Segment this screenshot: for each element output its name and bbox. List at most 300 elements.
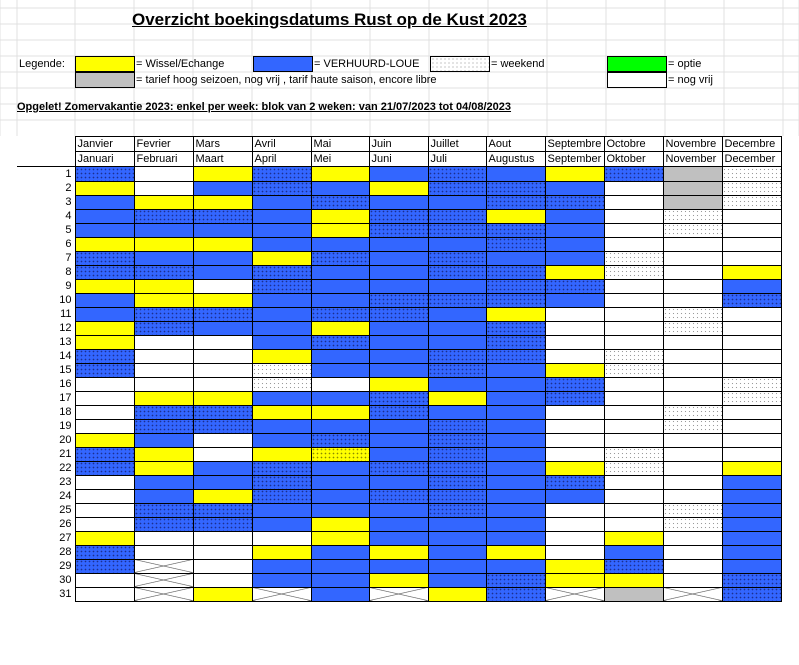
- day-cell[interactable]: [193, 335, 252, 349]
- day-cell[interactable]: [75, 251, 134, 265]
- day-cell[interactable]: [75, 237, 134, 251]
- day-cell[interactable]: [311, 251, 369, 265]
- day-cell[interactable]: [369, 475, 428, 489]
- day-cell[interactable]: [369, 279, 428, 293]
- day-cell[interactable]: [75, 461, 134, 475]
- day-cell[interactable]: [252, 461, 311, 475]
- day-cell[interactable]: [545, 391, 604, 405]
- day-cell[interactable]: [722, 391, 781, 405]
- day-cell[interactable]: [663, 489, 722, 503]
- day-cell[interactable]: [722, 447, 781, 461]
- day-cell[interactable]: [193, 559, 252, 573]
- day-cell[interactable]: [193, 377, 252, 391]
- day-cell[interactable]: [545, 587, 604, 601]
- day-cell[interactable]: [545, 335, 604, 349]
- day-cell[interactable]: [604, 167, 663, 182]
- day-cell[interactable]: [134, 223, 193, 237]
- day-cell[interactable]: [369, 307, 428, 321]
- day-cell[interactable]: [134, 363, 193, 377]
- day-cell[interactable]: [75, 293, 134, 307]
- day-cell[interactable]: [722, 587, 781, 601]
- day-cell[interactable]: [369, 335, 428, 349]
- day-cell[interactable]: [252, 265, 311, 279]
- day-cell[interactable]: [369, 545, 428, 559]
- day-cell[interactable]: [722, 321, 781, 335]
- day-cell[interactable]: [486, 209, 545, 223]
- day-cell[interactable]: [428, 349, 486, 363]
- day-cell[interactable]: [663, 363, 722, 377]
- day-cell[interactable]: [311, 181, 369, 195]
- day-cell[interactable]: [428, 195, 486, 209]
- day-cell[interactable]: [75, 195, 134, 209]
- day-cell[interactable]: [486, 391, 545, 405]
- day-cell[interactable]: [486, 419, 545, 433]
- day-cell[interactable]: [486, 461, 545, 475]
- day-cell[interactable]: [134, 251, 193, 265]
- day-cell[interactable]: [311, 237, 369, 251]
- day-cell[interactable]: [75, 545, 134, 559]
- day-cell[interactable]: [722, 223, 781, 237]
- day-cell[interactable]: [311, 209, 369, 223]
- day-cell[interactable]: [193, 293, 252, 307]
- day-cell[interactable]: [604, 587, 663, 601]
- day-cell[interactable]: [369, 391, 428, 405]
- day-cell[interactable]: [193, 321, 252, 335]
- day-cell[interactable]: [369, 559, 428, 573]
- day-cell[interactable]: [134, 503, 193, 517]
- day-cell[interactable]: [428, 489, 486, 503]
- day-cell[interactable]: [486, 251, 545, 265]
- day-cell[interactable]: [134, 293, 193, 307]
- day-cell[interactable]: [663, 223, 722, 237]
- day-cell[interactable]: [134, 419, 193, 433]
- day-cell[interactable]: [193, 195, 252, 209]
- day-cell[interactable]: [311, 293, 369, 307]
- day-cell[interactable]: [428, 419, 486, 433]
- day-cell[interactable]: [75, 433, 134, 447]
- day-cell[interactable]: [134, 377, 193, 391]
- day-cell[interactable]: [604, 517, 663, 531]
- day-cell[interactable]: [134, 517, 193, 531]
- day-cell[interactable]: [663, 461, 722, 475]
- day-cell[interactable]: [75, 307, 134, 321]
- day-cell[interactable]: [369, 377, 428, 391]
- day-cell[interactable]: [545, 531, 604, 545]
- day-cell[interactable]: [663, 349, 722, 363]
- day-cell[interactable]: [545, 517, 604, 531]
- day-cell[interactable]: [75, 447, 134, 461]
- day-cell[interactable]: [193, 391, 252, 405]
- day-cell[interactable]: [722, 307, 781, 321]
- day-cell[interactable]: [369, 167, 428, 182]
- day-cell[interactable]: [722, 349, 781, 363]
- day-cell[interactable]: [604, 475, 663, 489]
- day-cell[interactable]: [545, 223, 604, 237]
- day-cell[interactable]: [545, 559, 604, 573]
- day-cell[interactable]: [311, 489, 369, 503]
- day-cell[interactable]: [486, 167, 545, 182]
- day-cell[interactable]: [604, 461, 663, 475]
- day-cell[interactable]: [75, 391, 134, 405]
- day-cell[interactable]: [604, 335, 663, 349]
- day-cell[interactable]: [604, 237, 663, 251]
- day-cell[interactable]: [663, 307, 722, 321]
- day-cell[interactable]: [134, 209, 193, 223]
- day-cell[interactable]: [722, 405, 781, 419]
- day-cell[interactable]: [193, 405, 252, 419]
- day-cell[interactable]: [604, 433, 663, 447]
- day-cell[interactable]: [252, 167, 311, 182]
- day-cell[interactable]: [604, 531, 663, 545]
- day-cell[interactable]: [663, 419, 722, 433]
- day-cell[interactable]: [722, 503, 781, 517]
- day-cell[interactable]: [663, 335, 722, 349]
- day-cell[interactable]: [486, 433, 545, 447]
- day-cell[interactable]: [663, 391, 722, 405]
- day-cell[interactable]: [252, 545, 311, 559]
- day-cell[interactable]: [545, 279, 604, 293]
- day-cell[interactable]: [311, 405, 369, 419]
- day-cell[interactable]: [252, 391, 311, 405]
- day-cell[interactable]: [486, 587, 545, 601]
- day-cell[interactable]: [193, 363, 252, 377]
- day-cell[interactable]: [486, 279, 545, 293]
- day-cell[interactable]: [604, 503, 663, 517]
- day-cell[interactable]: [722, 209, 781, 223]
- day-cell[interactable]: [75, 405, 134, 419]
- day-cell[interactable]: [134, 321, 193, 335]
- day-cell[interactable]: [604, 545, 663, 559]
- day-cell[interactable]: [193, 307, 252, 321]
- day-cell[interactable]: [604, 363, 663, 377]
- day-cell[interactable]: [311, 307, 369, 321]
- day-cell[interactable]: [311, 167, 369, 182]
- day-cell[interactable]: [604, 377, 663, 391]
- day-cell[interactable]: [545, 167, 604, 182]
- day-cell[interactable]: [428, 503, 486, 517]
- day-cell[interactable]: [369, 195, 428, 209]
- day-cell[interactable]: [252, 405, 311, 419]
- day-cell[interactable]: [604, 265, 663, 279]
- day-cell[interactable]: [75, 475, 134, 489]
- day-cell[interactable]: [252, 517, 311, 531]
- day-cell[interactable]: [311, 349, 369, 363]
- day-cell[interactable]: [428, 293, 486, 307]
- day-cell[interactable]: [545, 489, 604, 503]
- day-cell[interactable]: [545, 475, 604, 489]
- day-cell[interactable]: [311, 587, 369, 601]
- day-cell[interactable]: [663, 531, 722, 545]
- day-cell[interactable]: [428, 237, 486, 251]
- day-cell[interactable]: [193, 587, 252, 601]
- day-cell[interactable]: [545, 293, 604, 307]
- day-cell[interactable]: [428, 307, 486, 321]
- day-cell[interactable]: [134, 475, 193, 489]
- day-cell[interactable]: [663, 251, 722, 265]
- day-cell[interactable]: [369, 363, 428, 377]
- day-cell[interactable]: [486, 223, 545, 237]
- day-cell[interactable]: [604, 405, 663, 419]
- day-cell[interactable]: [545, 447, 604, 461]
- day-cell[interactable]: [193, 475, 252, 489]
- day-cell[interactable]: [486, 293, 545, 307]
- day-cell[interactable]: [722, 167, 781, 182]
- day-cell[interactable]: [75, 321, 134, 335]
- day-cell[interactable]: [75, 419, 134, 433]
- day-cell[interactable]: [252, 321, 311, 335]
- day-cell[interactable]: [193, 447, 252, 461]
- day-cell[interactable]: [252, 587, 311, 601]
- day-cell[interactable]: [75, 573, 134, 587]
- day-cell[interactable]: [722, 377, 781, 391]
- day-cell[interactable]: [604, 321, 663, 335]
- day-cell[interactable]: [486, 335, 545, 349]
- day-cell[interactable]: [663, 237, 722, 251]
- day-cell[interactable]: [663, 587, 722, 601]
- day-cell[interactable]: [722, 489, 781, 503]
- day-cell[interactable]: [134, 307, 193, 321]
- day-cell[interactable]: [428, 517, 486, 531]
- day-cell[interactable]: [722, 293, 781, 307]
- day-cell[interactable]: [486, 377, 545, 391]
- day-cell[interactable]: [486, 447, 545, 461]
- day-cell[interactable]: [663, 475, 722, 489]
- day-cell[interactable]: [722, 251, 781, 265]
- day-cell[interactable]: [663, 433, 722, 447]
- day-cell[interactable]: [369, 237, 428, 251]
- day-cell[interactable]: [369, 587, 428, 601]
- day-cell[interactable]: [252, 237, 311, 251]
- day-cell[interactable]: [428, 433, 486, 447]
- day-cell[interactable]: [252, 475, 311, 489]
- day-cell[interactable]: [311, 419, 369, 433]
- day-cell[interactable]: [252, 195, 311, 209]
- day-cell[interactable]: [311, 279, 369, 293]
- day-cell[interactable]: [75, 559, 134, 573]
- day-cell[interactable]: [193, 265, 252, 279]
- day-cell[interactable]: [604, 195, 663, 209]
- day-cell[interactable]: [193, 419, 252, 433]
- day-cell[interactable]: [252, 573, 311, 587]
- day-cell[interactable]: [75, 335, 134, 349]
- day-cell[interactable]: [252, 335, 311, 349]
- day-cell[interactable]: [722, 517, 781, 531]
- day-cell[interactable]: [252, 531, 311, 545]
- day-cell[interactable]: [545, 237, 604, 251]
- day-cell[interactable]: [722, 195, 781, 209]
- day-cell[interactable]: [311, 461, 369, 475]
- day-cell[interactable]: [75, 209, 134, 223]
- day-cell[interactable]: [134, 461, 193, 475]
- day-cell[interactable]: [75, 223, 134, 237]
- day-cell[interactable]: [311, 223, 369, 237]
- day-cell[interactable]: [545, 195, 604, 209]
- day-cell[interactable]: [193, 209, 252, 223]
- day-cell[interactable]: [134, 237, 193, 251]
- day-cell[interactable]: [252, 363, 311, 377]
- day-cell[interactable]: [193, 167, 252, 182]
- day-cell[interactable]: [604, 293, 663, 307]
- day-cell[interactable]: [311, 265, 369, 279]
- day-cell[interactable]: [369, 265, 428, 279]
- day-cell[interactable]: [428, 251, 486, 265]
- day-cell[interactable]: [663, 265, 722, 279]
- day-cell[interactable]: [252, 223, 311, 237]
- day-cell[interactable]: [545, 321, 604, 335]
- day-cell[interactable]: [486, 349, 545, 363]
- day-cell[interactable]: [663, 559, 722, 573]
- day-cell[interactable]: [134, 531, 193, 545]
- day-cell[interactable]: [193, 461, 252, 475]
- day-cell[interactable]: [134, 279, 193, 293]
- day-cell[interactable]: [369, 433, 428, 447]
- day-cell[interactable]: [486, 265, 545, 279]
- day-cell[interactable]: [193, 237, 252, 251]
- day-cell[interactable]: [75, 349, 134, 363]
- day-cell[interactable]: [193, 531, 252, 545]
- day-cell[interactable]: [369, 349, 428, 363]
- day-cell[interactable]: [428, 405, 486, 419]
- day-cell[interactable]: [252, 181, 311, 195]
- day-cell[interactable]: [193, 573, 252, 587]
- day-cell[interactable]: [428, 377, 486, 391]
- day-cell[interactable]: [428, 447, 486, 461]
- day-cell[interactable]: [663, 573, 722, 587]
- day-cell[interactable]: [252, 503, 311, 517]
- day-cell[interactable]: [722, 531, 781, 545]
- day-cell[interactable]: [311, 545, 369, 559]
- day-cell[interactable]: [369, 489, 428, 503]
- day-cell[interactable]: [604, 349, 663, 363]
- day-cell[interactable]: [486, 517, 545, 531]
- day-cell[interactable]: [252, 489, 311, 503]
- day-cell[interactable]: [75, 167, 134, 182]
- day-cell[interactable]: [486, 573, 545, 587]
- day-cell[interactable]: [722, 363, 781, 377]
- day-cell[interactable]: [604, 307, 663, 321]
- day-cell[interactable]: [486, 181, 545, 195]
- day-cell[interactable]: [663, 377, 722, 391]
- day-cell[interactable]: [252, 349, 311, 363]
- day-cell[interactable]: [428, 279, 486, 293]
- day-cell[interactable]: [663, 279, 722, 293]
- day-cell[interactable]: [134, 433, 193, 447]
- day-cell[interactable]: [134, 573, 193, 587]
- day-cell[interactable]: [428, 167, 486, 182]
- day-cell[interactable]: [369, 405, 428, 419]
- day-cell[interactable]: [193, 349, 252, 363]
- day-cell[interactable]: [545, 209, 604, 223]
- day-cell[interactable]: [428, 265, 486, 279]
- day-cell[interactable]: [545, 363, 604, 377]
- day-cell[interactable]: [311, 377, 369, 391]
- day-cell[interactable]: [722, 335, 781, 349]
- day-cell[interactable]: [545, 349, 604, 363]
- day-cell[interactable]: [545, 405, 604, 419]
- day-cell[interactable]: [486, 405, 545, 419]
- day-cell[interactable]: [428, 321, 486, 335]
- day-cell[interactable]: [486, 363, 545, 377]
- day-cell[interactable]: [369, 321, 428, 335]
- day-cell[interactable]: [75, 517, 134, 531]
- day-cell[interactable]: [134, 405, 193, 419]
- day-cell[interactable]: [604, 573, 663, 587]
- day-cell[interactable]: [193, 517, 252, 531]
- day-cell[interactable]: [604, 209, 663, 223]
- day-cell[interactable]: [604, 419, 663, 433]
- day-cell[interactable]: [252, 209, 311, 223]
- day-cell[interactable]: [486, 307, 545, 321]
- day-cell[interactable]: [604, 489, 663, 503]
- day-cell[interactable]: [75, 587, 134, 601]
- day-cell[interactable]: [428, 475, 486, 489]
- day-cell[interactable]: [428, 391, 486, 405]
- day-cell[interactable]: [311, 531, 369, 545]
- day-cell[interactable]: [486, 475, 545, 489]
- day-cell[interactable]: [134, 391, 193, 405]
- day-cell[interactable]: [311, 363, 369, 377]
- day-cell[interactable]: [722, 419, 781, 433]
- day-cell[interactable]: [663, 517, 722, 531]
- day-cell[interactable]: [369, 293, 428, 307]
- day-cell[interactable]: [75, 531, 134, 545]
- day-cell[interactable]: [428, 531, 486, 545]
- day-cell[interactable]: [134, 489, 193, 503]
- day-cell[interactable]: [604, 223, 663, 237]
- day-cell[interactable]: [486, 545, 545, 559]
- day-cell[interactable]: [428, 461, 486, 475]
- day-cell[interactable]: [134, 335, 193, 349]
- day-cell[interactable]: [604, 559, 663, 573]
- day-cell[interactable]: [75, 363, 134, 377]
- day-cell[interactable]: [311, 433, 369, 447]
- day-cell[interactable]: [722, 237, 781, 251]
- day-cell[interactable]: [428, 209, 486, 223]
- day-cell[interactable]: [134, 587, 193, 601]
- day-cell[interactable]: [722, 181, 781, 195]
- day-cell[interactable]: [663, 405, 722, 419]
- day-cell[interactable]: [369, 419, 428, 433]
- day-cell[interactable]: [722, 475, 781, 489]
- day-cell[interactable]: [663, 209, 722, 223]
- day-cell[interactable]: [369, 531, 428, 545]
- day-cell[interactable]: [252, 559, 311, 573]
- day-cell[interactable]: [252, 279, 311, 293]
- day-cell[interactable]: [428, 181, 486, 195]
- day-cell[interactable]: [75, 181, 134, 195]
- day-cell[interactable]: [722, 545, 781, 559]
- day-cell[interactable]: [75, 377, 134, 391]
- day-cell[interactable]: [486, 321, 545, 335]
- day-cell[interactable]: [193, 503, 252, 517]
- day-cell[interactable]: [311, 321, 369, 335]
- day-cell[interactable]: [311, 503, 369, 517]
- day-cell[interactable]: [134, 559, 193, 573]
- day-cell[interactable]: [252, 447, 311, 461]
- day-cell[interactable]: [545, 307, 604, 321]
- day-cell[interactable]: [722, 461, 781, 475]
- day-cell[interactable]: [193, 251, 252, 265]
- day-cell[interactable]: [311, 391, 369, 405]
- day-cell[interactable]: [663, 503, 722, 517]
- day-cell[interactable]: [193, 181, 252, 195]
- day-cell[interactable]: [722, 265, 781, 279]
- day-cell[interactable]: [75, 279, 134, 293]
- day-cell[interactable]: [311, 335, 369, 349]
- day-cell[interactable]: [369, 517, 428, 531]
- day-cell[interactable]: [428, 363, 486, 377]
- day-cell[interactable]: [75, 489, 134, 503]
